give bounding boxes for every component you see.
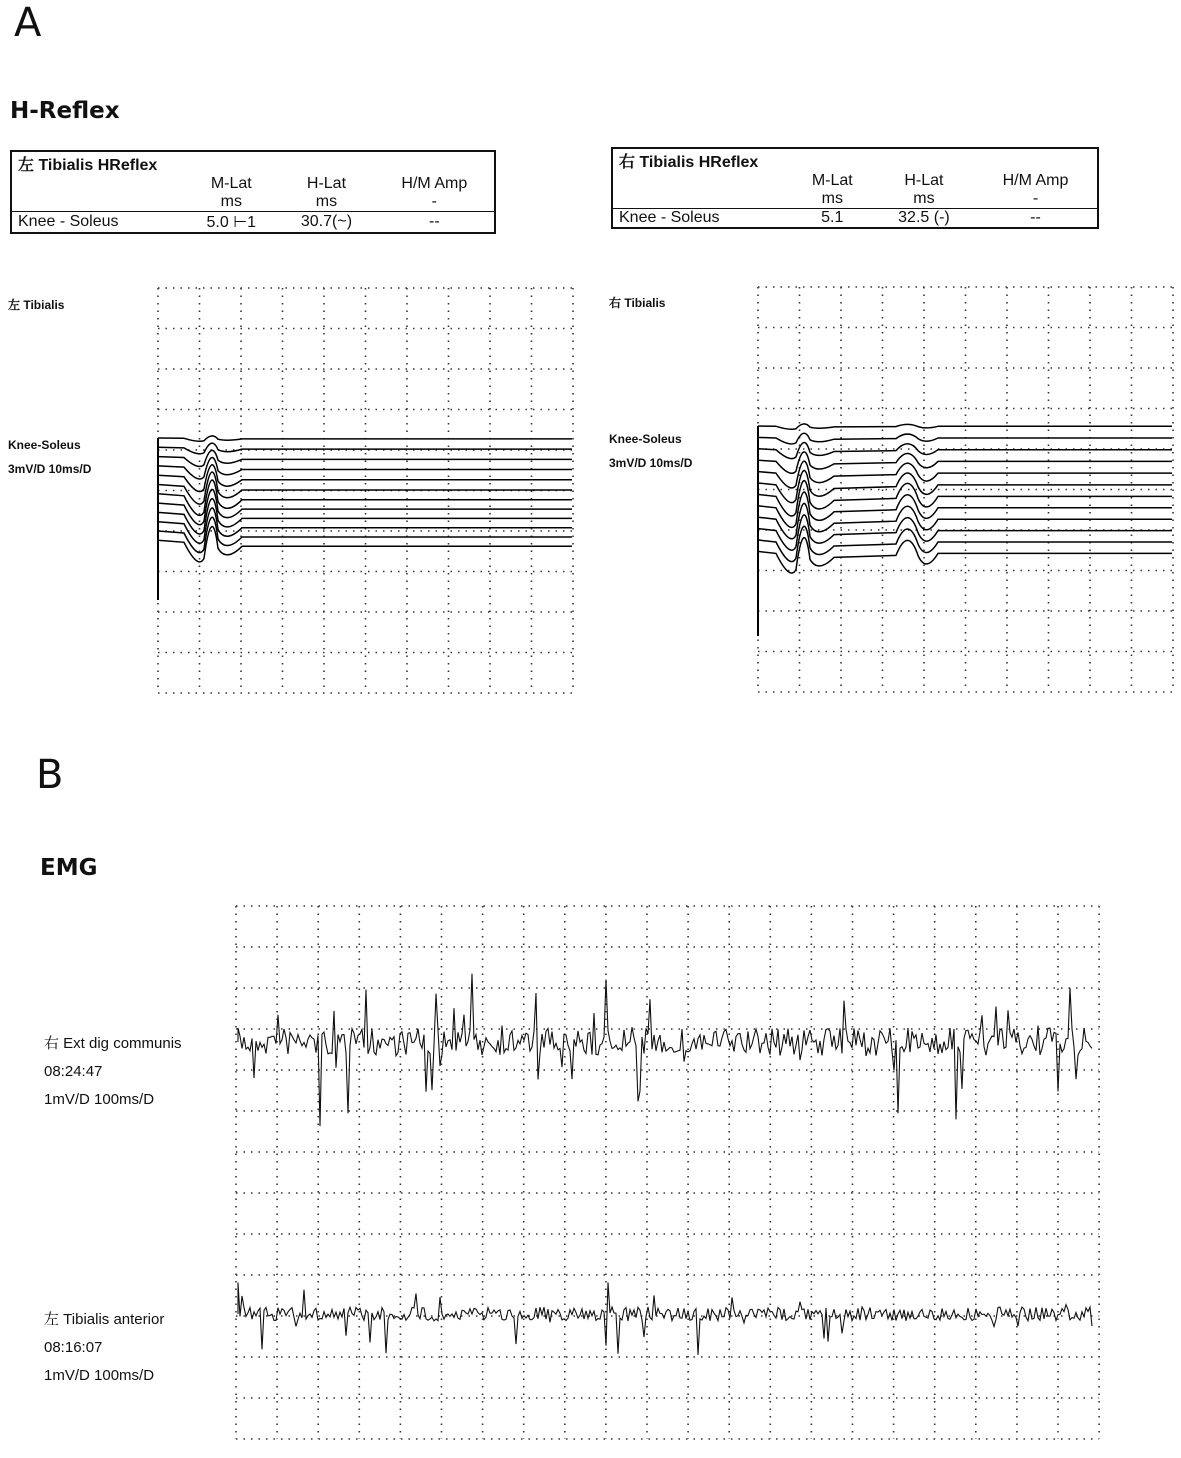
panel-a-letter: A [14,0,42,46]
right-trace-muscle: 右 Tibialis [609,296,666,310]
right-amp-value: -- [974,209,1098,229]
left-col-h-lat: H-Lat [306,175,347,192]
emg1-emg-trace [238,974,1092,1126]
right-row-label: Knee - Soleus [612,209,791,229]
left-amp-value: -- [375,212,495,234]
left-trace-scale: 3mV/D 10ms/D [8,462,92,476]
panel-b-letter: B [36,752,64,798]
left-row-label: Knee - Soleus [11,212,184,234]
right-table-caption: 右 Tibialis HReflex [619,154,759,171]
right-trace-site: Knee-Soleus [609,432,682,446]
emg2-scale: 1mV/D 100ms/D [44,1367,155,1384]
left-col-m-lat: M-Lat [210,175,252,192]
emg2-time: 08:16:07 [44,1339,103,1356]
left-unit-h: ms [315,193,338,210]
left-h-lat-value: 30.7(~) [278,212,374,234]
right-trace-scale: 3mV/D 10ms/D [609,456,693,470]
right-unit-amp: - [1032,190,1039,207]
right-unit-m: ms [821,190,843,207]
right-unit-h: ms [913,190,935,207]
right-col-m-lat: M-Lat [811,172,853,189]
left-trace-site: Knee-Soleus [8,438,81,452]
emg-title: EMG [40,855,98,881]
right-h-lat-value: 32.5 (-) [874,209,974,229]
left-unit-m: ms [220,193,242,210]
left-unit-amp: - [431,193,437,210]
emg1-scale: 1mV/D 100ms/D [44,1091,155,1108]
h-reflex-title: H-Reflex [10,98,120,124]
right-col-h-lat: H-Lat [904,172,944,189]
emg2-muscle: 左 Tibialis anterior [44,1311,165,1328]
emg1-muscle: 右 Ext dig communis [44,1035,182,1052]
left-m-lat-value: 5.0 ⊢1 [184,212,278,234]
left-table-caption: 左 Tibialis HReflex [18,157,158,174]
right-m-lat-value: 5.1 [791,209,874,229]
left-trace-muscle: 左 Tibialis [8,298,65,312]
left-col-hm-amp: H/M Amp [401,175,468,192]
right-col-hm-amp: H/M Amp [1002,172,1069,189]
emg1-time: 08:24:47 [44,1063,103,1080]
emg2-emg-trace [238,1282,1092,1354]
